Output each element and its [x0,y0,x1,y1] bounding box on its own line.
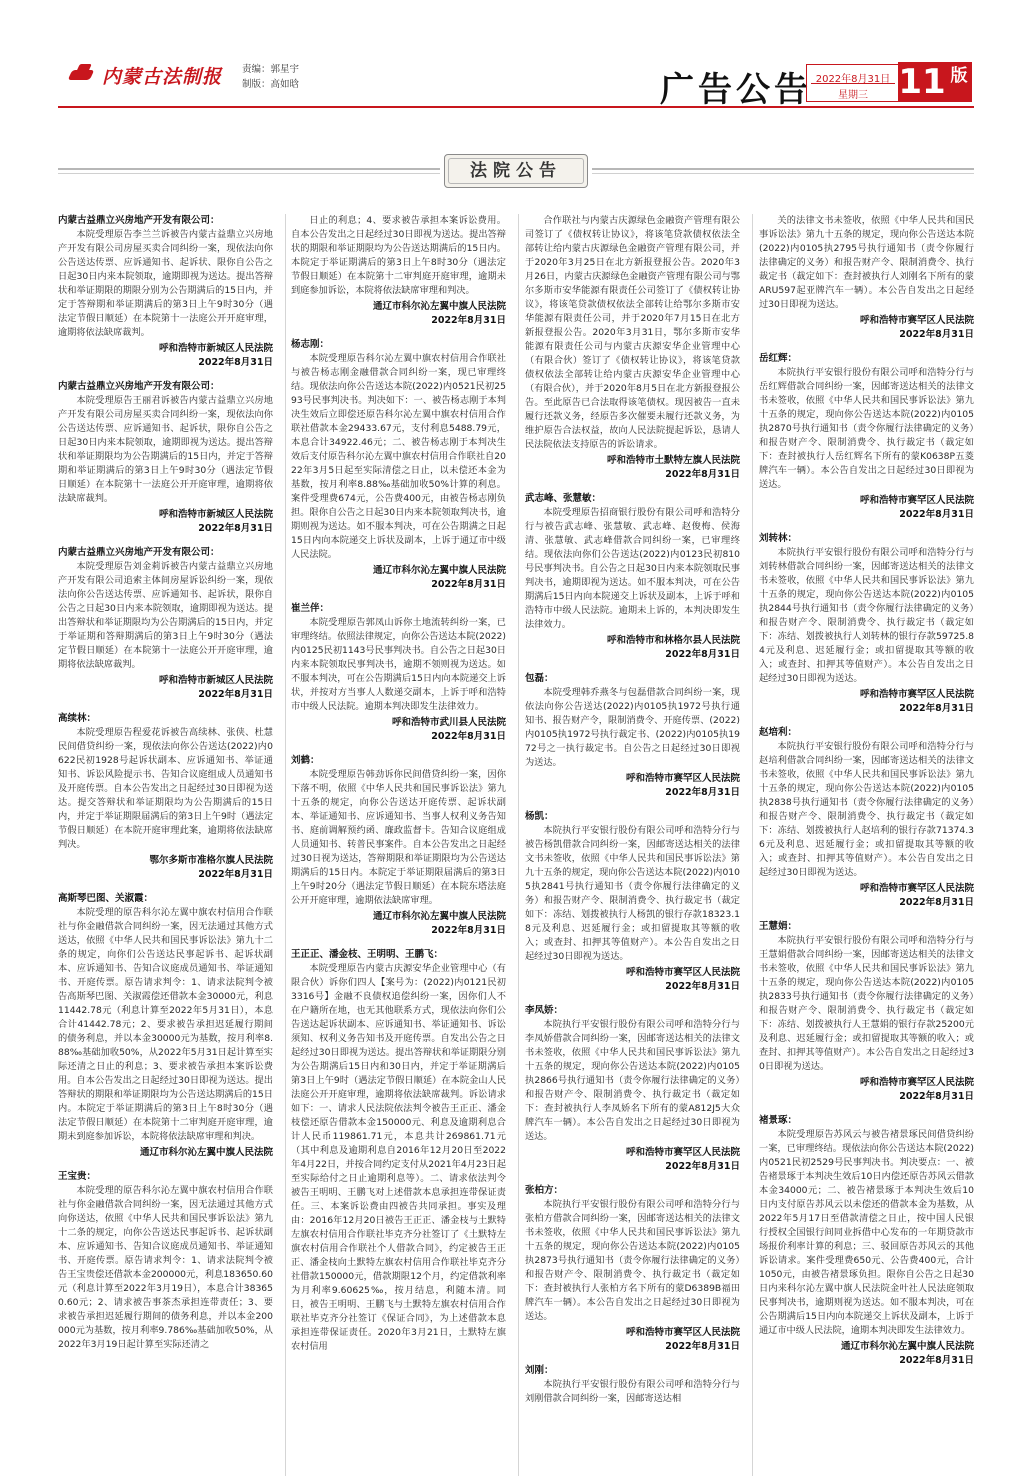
page-suffix: 版 [946,62,972,102]
banner-rule-right [592,168,974,170]
notice-body: 本院受理原告内蒙古庆源安华企业管理中心（有限合伙）诉你们四人【案号为：(2022)内0121民初3316号】金融不良债权追偿纠纷一案，因你们人不在户籍所在地，也无其他联系方式，现依法向你们公告送达起诉状副本、应诉通知书、举证通知书、诉讼须知、权利义务告知书及开庭传票。自发出公告之日起经过30日即视为送达。提出答辩状和举证期限分别为公告期满后15日内和30日内，并定于举证期满后第3日上午9时（遇法定节假日顺延）在本院金山人民法庭公开开庭审理，逾期将依法缺席裁判。诉讼请求如下：一、请求人民法院依法判令被告王正正、潘金枝偿还原告借款本金150000元、利息及逾期利息合计人民币119861.71元，本息共计269861.71元（其中利息及逾期利息自2016年12月20日至2022年4月22日，并按合同约定支付从2021年4月23日起至实际给付之日止逾期利息等）。二、请求依法判令被告王明明、王鹏飞对上述借款本息承担连带保证责任。三、本案诉讼费由四被告共同承担。事实及理由：2016年12月20日被告王正正、潘金枝与土默特左旗农村信用合作联社毕克齐分社签订了《土默特左旗农村信用合作联社个人借款合同》，约定被告王正正、潘金枝向土默特左旗农村信用合作联社毕克齐分社借款150000元，借款期限12个月，约定借款利率为月利率9.60625‰，按月结息，利随本清。同日，被告王明明、王鹏飞与土默特左旗农村信用合作联社毕克齐分社签订《保证合同》，为上述借款本息承担连带保证责任。2020年3月21日，土默特左旗农村信用 [291,963,506,1352]
notice-addressee: 包磊： [525,673,554,684]
notice-body: 本院受理韩乔燕冬与包磊借款合同纠纷一案，现依法向你公告送达(2022)内0105执1972号执行通知书、报告财产令，限制消费令、开庭传票、(2022)内0105执1972号执行裁定书、(2022)内0105执1972号之一执行裁定书。自公告之日起经过30日即视为送达。 [525,687,740,768]
notice-addressee: 高斯琴巴图、关淑霞： [58,893,154,904]
court-notice [291,338,506,592]
notice-addressee: 高续林： [58,713,97,724]
notice-date: 2022年8月31日 [899,1091,974,1102]
issuing-court: 通辽市科尔沁左翼中旗人民法院 [372,301,506,312]
issuing-court: 呼和浩特市赛罕区人民法院 [625,1327,740,1338]
court-notice [58,892,273,1160]
column-divider [752,214,753,1476]
issuing-court: 呼和浩特市土默特左旗人民法院 [606,455,740,466]
notice-addressee: 内蒙古益鼎立兴房地产开发有限公司： [58,215,220,226]
court-notice [525,1364,740,1406]
issuing-court: 呼和浩特市赛罕区人民法院 [625,1147,740,1158]
notice-date: 2022年8月31日 [431,925,506,936]
court-notice [291,948,506,1354]
court-notice [291,214,506,328]
column-divider [285,214,286,1476]
notice-body: 本院受理原告郭凤山诉你土地流转纠纷一案，已审理终结。依照法律规定，向你公告送达本院(2022)内0125民初1143号民事判决书。自公告之日起30日内来本院领取民事判决书，逾期不领则视为送达。如不服本判决，可在公告期满后15日内向本院递交上诉状，并按对方当事人人数递交副本，上诉于呼和浩特市中级人民法院。逾期本判决即发生法律效力。 [291,617,506,712]
issuing-court: 呼和浩特市赛罕区人民法院 [625,773,740,784]
notice-date: 2022年8月31日 [899,1355,974,1366]
notice-date: 2022年8月31日 [899,509,974,520]
court-notice [58,214,273,370]
notice-body: 关的法律文书未签收，依照《中华人民共和国民事诉讼法》第九十五条的规定，现向你公告送达本院(2022)内0105执2795号执行通知书（责令你履行法律确定的义务）和报告财产令、限制消费令、执行裁定书（裁定如下：查封被执行人刘刚名下所有的蒙ARU597起亚牌汽车一辆）。本公告自发出之日起经过30日即视为送达。 [759,215,974,310]
issuing-court: 呼和浩特市武川县人民法院 [391,717,506,728]
newspaper-name: 内蒙古法制报 [102,65,223,88]
court-notice-banner [58,150,974,190]
issuing-court: 呼和浩特市赛罕区人民法院 [859,689,974,700]
notice-addressee: 张柏方： [525,1185,564,1196]
notice-columns [58,214,974,1476]
notice-date: 2022年8月31日 [665,981,740,992]
court-notice [759,1114,974,1368]
editor-info [242,62,299,92]
notice-body: 本院受理原告李兰兰诉被告内蒙古益鼎立兴房地产开发有限公司房屋买卖合同纠纷一案，现依法向你公告送达传票、应诉通知书、起诉状、限你自公告之日起30日内来本院领取，逾期即视为送达。提出答辩状和举证期限的期限分别为公告期满后的15日内，并定于答辩期和举证期满后的第3日上午9时30分（遇法定节假日顺延）在本院第十一法庭公开开庭审理，逾期将依法缺席裁判。 [58,229,273,338]
notice-body: 本院执行平安银行股份有限公司呼和浩特分行与李凤娇借款合同纠纷一案，因邮寄送达相关的法律文书未签收，依照《中华人民共和国民事诉讼法》第九十五条的规定，现向你公告送达本院(2022)内0105执2866号执行通知书（责令你履行法律确定的义务）和报告财产令、限制消费令、执行裁定书（裁定如下：查封被执行人李凤娇名下所有的蒙A812J5大众牌汽车一辆）。本公告自发出之日起经过30日即视为送达。 [525,1019,740,1142]
notice-column-1 [58,214,273,1476]
court-notice [525,214,740,482]
issuing-court: 通辽市科尔沁左翼中旗人民法院 [139,1147,273,1158]
notice-addressee: 褚景琢： [759,1115,798,1126]
notice-body: 本院执行平安银行股份有限公司呼和浩特分行与王慧娟借款合同纠纷一案，因邮寄送达相关的法律文书未签收，依照《中华人民共和国民事诉讼法》第九十五条的规定，现向你公告送达本院(2022)内0105执2833号执行通知书（责令你履行法律确定的义务）和报告财产令、限制消费令、执行裁定书（裁定如下：冻结、划拨被执行人王慧娟的银行存款25200元及利息、迟延履行金；或扣留提取其等额的收入；或查封、扣押其等值财产）。本公告自发出之日起经过30日即视为送达。 [759,935,974,1072]
court-notice [759,352,974,522]
notice-date: 2022年8月31日 [899,329,974,340]
date-box [806,64,900,102]
notice-date: 2022年8月31日 [198,357,273,368]
notice-body: 本院执行平安银行股份有限公司呼和浩特分行与岳红辉借款合同纠纷一案，因邮寄送达相关的法律文书未签收，依照《中华人民共和国民事诉讼法》第九十五条的规定，现向你公告送达本院(2022)内0105执2870号执行通知书（责令你履行法律确定的义务）和报告财产令、限制消费令、执行裁定书（裁定如下：查封被执行人岳红辉名下所有的蒙K0638P五菱牌汽车一辆）。本公告自发出之日起经过30日即视为送达。 [759,367,974,490]
notice-date: 2022年8月31日 [899,897,974,908]
notice-body: 本院受理原告刘金莉诉被告内蒙古益鼎立兴房地产开发有限公司追索主体间房屋诉讼纠纷一案，现依法向你公告送达传票、应诉通知书、起诉状，限你自公告之日起30日内来本院领取，逾期即视为送达。提出答辩状和举证期限均为公告期满后的15日内，并定于举证期和答辩期满后的第3日上午9时30分（遇法定节假日顺延）在本院第十一法庭公开开庭审理，逾期将依法缺席裁判。 [58,561,273,670]
notice-column-2 [291,214,506,1476]
court-notice [58,1170,273,1352]
issue-weekday: 星期三 [838,90,868,101]
court-notice [58,712,273,882]
court-notice [291,602,506,744]
notice-addressee: 刘鹤： [291,755,320,766]
notice-addressee: 杨凯： [525,811,554,822]
banner-rule-right-thin [592,173,974,174]
court-notice [58,380,273,536]
issuing-court: 呼和浩特市赛罕区人民法院 [859,883,974,894]
notice-addressee: 王宝贵： [58,1171,97,1182]
notice-body: 本院执行平安银行股份有限公司呼和浩特分行与被告杨凯借款合同纠纷一案，因邮寄送达相关的法律文书未签收，依照《中华人民共和国民事诉讼法》第九十五条的规定，现向你公告送达本院(2022)内0105执2841号执行通知书（责令你履行法律确定的义务）和报告财产令、限制消费令、执行裁定书（裁定如下：冻结、划拨被执行人杨凯的银行存款18323.18元及利息、迟延履行金；或扣留提取其等额的收入；或查封、扣押其等值财产）。本公告自发出之日起经过30日即视为送达。 [525,825,740,962]
notice-date: 2022年8月31日 [665,649,740,660]
issuing-court: 呼和浩特市新城区人民法院 [158,509,273,520]
court-notice [759,726,974,910]
court-notice [525,492,740,662]
notice-body: 本院受理原告韩劲诉你民间借贷纠纷一案，因你下落不明，依照《中华人民共和国民事诉讼法》第九十五条的规定，向你公告送达开庭传票、起诉状副本、举证通知书、应诉通知书、当事人权利义务告知书、庭前调解预约函、廉政监督卡。告知合议庭组成人员通知书、转普民事案件。自本公告发出之日起经过30日视为送达，答辩期限和举证期限均为公告送达期满后的15日内。本院定于举证期限届满后的第3日上午9时20分（遇法定节假日顺延）在本院东塔法庭公开开庭审理，逾期依法缺席审理。 [291,769,506,906]
notice-addressee: 刘刚： [525,1365,554,1376]
issuing-court: 呼和浩特市新城区人民法院 [158,675,273,686]
issuing-court: 通辽市科尔沁左翼中旗人民法院 [372,911,506,922]
notice-addressee: 王正正、潘金枝、王明明、王鹏飞： [291,949,444,960]
notice-body: 本院执行平安银行股份有限公司呼和浩特分行与刘刚借款合同纠纷一案，因邮寄送达相 [525,1379,740,1404]
notice-date: 2022年8月31日 [665,1341,740,1352]
notice-body: 本院受理原告苏风云与被告褚景琢民间借贷纠纷一案，已审理终结。现依法向你公告送达本院(2022)内0521民初2529号民事判决书。判决要点：一、被告褚景琢于本判决生效后10日内偿还原告苏风云借款本金34000元；二、被告褚景琢于本判决生效后10日内支付原告苏风云以未偿还的借款本金为基数，从2022年5月17日至借款清偿之日止，按中国人民银行授权全国银行间同业拆借中心发布的一年期贷款市场报价利率计算的利息；三、驳回原告苏风云的其他诉讼请求。案件受理费650元、公告费400元，合计1050元，由被告褚景琢负担。限你自公告之日起30日内来科尔沁左翼中旗人民法院金叶社人民法庭领取民事判决书，逾期则视为送达。如不服本判决，可在公告期满后15日内向本院递交上诉状及副本，上诉于通辽市中级人民法院，逾期本判决即发生法律效力。 [759,1129,974,1336]
issuing-court: 呼和浩特市赛罕区人民法院 [859,315,974,326]
court-notice [759,920,974,1104]
court-notice [525,1184,740,1354]
masthead-rule [58,106,974,108]
notice-column-3 [525,214,740,1476]
issuing-court: 呼和浩特市和林格尔县人民法院 [606,635,740,646]
notice-addressee: 崔兰伴： [291,603,330,614]
notice-addressee: 刘转林： [759,533,798,544]
court-notice [525,810,740,994]
producer-line: 制版：高如晗 [242,79,300,90]
date-divider [811,83,895,84]
notice-body: 本院执行平安银行股份有限公司呼和浩特分行与张柏方借款合同纠纷一案，因邮寄送达相关的法律文书未签收，依照《中华人民共和国民事诉讼法》第九十五条的规定，现向你公告送达本院(2022)内0105执2873号执行通知书（责令你履行法律确定的义务）和报告财产令、限制消费令、执行裁定书（裁定如下：查封被执行人张柏方名下所有的蒙D6389B福田牌汽车一辆）。本公告自发出之日起经过30日即视为送达。 [525,1199,740,1322]
notice-addressee: 杨志刚： [291,339,330,350]
section-title: 广告公告 [660,70,812,110]
notice-addressee: 内蒙古益鼎立兴房地产开发有限公司： [58,381,220,392]
newspaper-logo [70,60,230,90]
notice-date: 2022年8月31日 [665,787,740,798]
notice-addressee: 李凤娇： [525,1005,564,1016]
notice-body: 合作联社与内蒙古庆源绿色金融资产管理有限公司签订了《债权转让协议》，将该笔贷款债权依法全部转让给内蒙古庆源绿色金融资产管理有限公司，并于2020年3月25日在北方新报登报公告。2020年3月26日，内蒙古庆源绿色金融资产管理有限公司与鄂尔多斯市安华能源有限责任公司签订了《债权转让协议》，将该笔贷款债权依法全部转让给鄂尔多斯市安华能源有限责任公司，并于2020年7月15日在北方新报登报公告。2020年3月31日，鄂尔多斯市安华能源有限责任公司与内蒙古庆源安华企业管理中心（有限合伙）签订了《债权转让协议》，将该笔贷款债权依法全部转让给内蒙古庆源安华企业管理中心（有限合伙），并于2020年8月5日在北方新报登报公告。至此原告已合法取得该笔债权。现因被告一直未履行还款义务，经原告多次催要未履行还款义务，为维护原告合法权益，故向人民法院提起诉讼，恳请人民法院依法支持原告的诉讼请求。 [525,215,740,450]
column-divider [518,214,519,1476]
notice-date: 2022年8月31日 [899,703,974,714]
editor-line: 责编：郭星宇 [242,64,300,75]
notice-body: 本院受理的原告科尔沁左翼中旗农村信用合作联社与你金融借款合同纠纷一案，因无法通过其他方式送达，依照《中华人民共和国民事诉讼法》第九十二条的规定，向你们公告送达民事起诉书、起诉状副本、应诉通知书、告知合议庭成员通知书、举证通知书、开庭传票。原告请求判令：1、请求法院判令被告高斯琴巴图、关淑霞偿还借款本金30000元，利息11442.78元（利息计算至2022年5月31日），本息合计41442.78元；2、要求被告承担迟延履行期间的债务利息，并以本金30000元为基数，按月利率8.88‰基础加收50%，从2022年5月31日起计算至实际还清之日止的利息；3、要求被告承担本案诉讼费用。自本公告发出之日起经过30日即视为送达。提出答辩状的期限和举证期限均为公告送达期满后的15日内。本院定于举证期满后的第3日上午8时30分（遇法定节假日顺延）在本院第十二审判庭开庭审理，逾期未到庭参加诉讼，本院将依法缺席审理和判决。 [58,907,273,1142]
notice-addressee: 武志峰、张慧敏： [525,493,602,504]
notice-addressee: 王慧娟： [759,921,798,932]
banner-box [444,154,588,188]
notice-date: 2022年8月31日 [431,579,506,590]
notice-addressee: 赵培利： [759,727,798,738]
issuing-court: 通辽市科尔沁左翼中旗人民法院 [372,565,506,576]
notice-body: 本院受理原告王丽君诉被告内蒙古益鼎立兴房地产开发有限公司房屋买卖合同纠纷一案，现依法向你公告送达传票、应诉通知书、起诉状，限你自公告之日起30日内来本院领取，逾期即视为送达。提出答辩状和举证期限均为公告期满后的15日内，并定于答辩期和举证期满后的第3日上午9时30分（遇法定节假日顺延）在本院第十一法庭公开开庭审理，逾期将依法缺席裁判。 [58,395,273,504]
notice-date: 2022年8月31日 [665,1161,740,1172]
issuing-court: 鄂尔多斯市准格尔旗人民法院 [149,855,273,866]
notice-date: 2022年8月31日 [198,523,273,534]
notice-body: 本院受理的原告科尔沁左翼中旗农村信用合作联社与你金融借款合同纠纷一案，因无法通过其他方式向你送达，依照《中华人民共和国民事诉讼法》第九十二条的规定，向你公告送达民事起诉书、起诉状副本、应诉通知书、告知合议庭成员通知书、举证通知书、开庭传票。原告请求判令：1、请求法院判令被告王宝贵偿还借款本金200000元，利息183650.60元（利息计算至2022年3月19日），本息合计383650.60元；2、请求被告事茶杰承担连带责任；3、要求被告承担迟延履行期间的债务利息，并以本金200000元为基数，按月利率9.786‰基础加收50%，从2022年3月19日起计算至实际还清之 [58,1185,273,1350]
notice-date: 2022年8月31日 [665,469,740,480]
court-notice [58,546,273,702]
issuing-court: 呼和浩特市赛罕区人民法院 [859,1077,974,1088]
banner-title: 法院公告 [470,161,562,181]
notice-date: 2022年8月31日 [198,869,273,880]
notice-date: 2022年8月31日 [431,731,506,742]
notice-body: 本院受理原告程爱花诉被告高续林、张侠、杜慧民间借贷纠纷一案，现依法向你公告送达(2022)内0622民初1928号起诉状副本、应诉通知书、举证通知书、诉讼风险提示书、告知合议庭组成人员通知书及开庭传票。自本公告发出之日起经过30日即视为送达。提交答辩状和举证期限均为公告期满后的15日内，并定于举证期限届满后的第3日上午9时（遇法定节假日顺延）在本院开庭审理此案，逾期将依法缺席判决。 [58,727,273,850]
notice-body: 日止的利息；4、要求被告承担本案诉讼费用。自本公告发出之日起经过30日即视为送达。提出答辩状的期限和举证期限均为公告送达期满后的15日内。本院定于举证期满后的第3日上午8时30分（遇法定节假日顺延）在本院第十二审判庭开庭审理，逾期未到庭参加诉讼，本院将依法缺席审理和判决。 [291,215,506,296]
masthead [0,0,1024,110]
notice-body: 本院执行平安银行股份有限公司呼和浩特分行与赵培利借款合同纠纷一案，因邮寄送达相关的法律文书未签收，依照《中华人民共和国民事诉讼法》第九十五条的规定，现向你公告送达本院(2022)内0105执2838号执行通知书（责令你履行法律确定的义务）和报告财产令、限制消费令、执行裁定书（裁定如下：冻结、划拨被执行人赵培利的银行存款71374.36元及利息、迟延履行金；或扣留提取其等额的收入；或查封、扣押其等值财产）。本公告自发出之日起经过30日即视为送达。 [759,741,974,878]
court-notice [525,1004,740,1174]
notice-date: 2022年8月31日 [198,689,273,700]
notice-date: 2022年8月31日 [431,315,506,326]
court-notice [291,754,506,938]
banner-rule-left-thin [58,173,440,174]
issuing-court: 呼和浩特市新城区人民法院 [158,343,273,354]
issuing-court: 通辽市科尔沁左翼中旗人民法院 [840,1341,974,1352]
issue-date: 2022年8月31日 [815,74,891,85]
notice-body: 本院受理原告招商银行股份有限公司呼和浩特分行与被告武志峰、张慧敏、武志峰、赵俊梅、侯海清、张慧敏、武志峰借款合同纠纷一案，已审理终结。现依法向你们公告送达(2022)内0123民初810号民事判决书。自公告之日起30日内来本院领取民事判决书，逾期即视为送达。如不服本判决，可在公告期满后15日内向本院递交上诉状及副本，上诉于呼和浩特市中级人民法院。逾期未上诉的，本判决即发生法律效力。 [525,507,740,630]
court-notice [759,214,974,342]
court-notice [525,672,740,800]
notice-addressee: 内蒙古益鼎立兴房地产开发有限公司： [58,547,220,558]
notice-body: 本院受理原告科尔沁左翼中旗农村信用合作联社与被告杨志刚金融借款合同纠纷一案，现已审理终结。现依法向你公告送达本院(2022)内0521民初2593号民事判决书。判决如下：一、被告杨志刚于本判决生效后立即偿还原告科尔沁左翼中旗农村信用合作联社借款本金29433.67元，支付利息5488.79元，本息合计34922.46元；二、被告杨志刚于本判决生效后支付原告科尔沁左翼中旗农村信用合作联社自2022年3月5日起至实际清偿之日止，以未偿还本金为基数，按月利率8.88‰基础加收50%计算的利息。案件受理费674元，公告费400元，由被告杨志刚负担。限你自公告之日起30日内来本院领取判决书，逾期则视为送达。如不服本判决，可在公告期满之日起15日内向本院递交上诉状及副本，上诉于通辽市中级人民法院。 [291,353,506,560]
notice-body: 本院执行平安银行股份有限公司呼和浩特分行与刘转林借款合同纠纷一案，因邮寄送达相关的法律文书未签收，依照《中华人民共和国民事诉讼法》第九十五条的规定，现向你公告送达本院(2022)内0105执2844号执行通知书（责令你履行法律确定的义务）和报告财产令、限制消费令、执行裁定书（裁定如下：冻结、划拨被执行人刘转林的银行存款59725.84元及利息、迟延履行金；或扣留提取其等额的收入；或查封、扣押其等值财产）。本公告自发出之日起经过30日即视为送达。 [759,547,974,684]
court-notice [759,532,974,716]
banner-rule-left [58,168,440,170]
page-number: 11 [898,62,946,102]
notice-column-4 [759,214,974,1476]
issuing-court: 呼和浩特市赛罕区人民法院 [625,967,740,978]
notice-addressee: 岳红辉： [759,353,798,364]
logo-emblem-icon [70,64,96,86]
issuing-court: 呼和浩特市赛罕区人民法院 [859,495,974,506]
